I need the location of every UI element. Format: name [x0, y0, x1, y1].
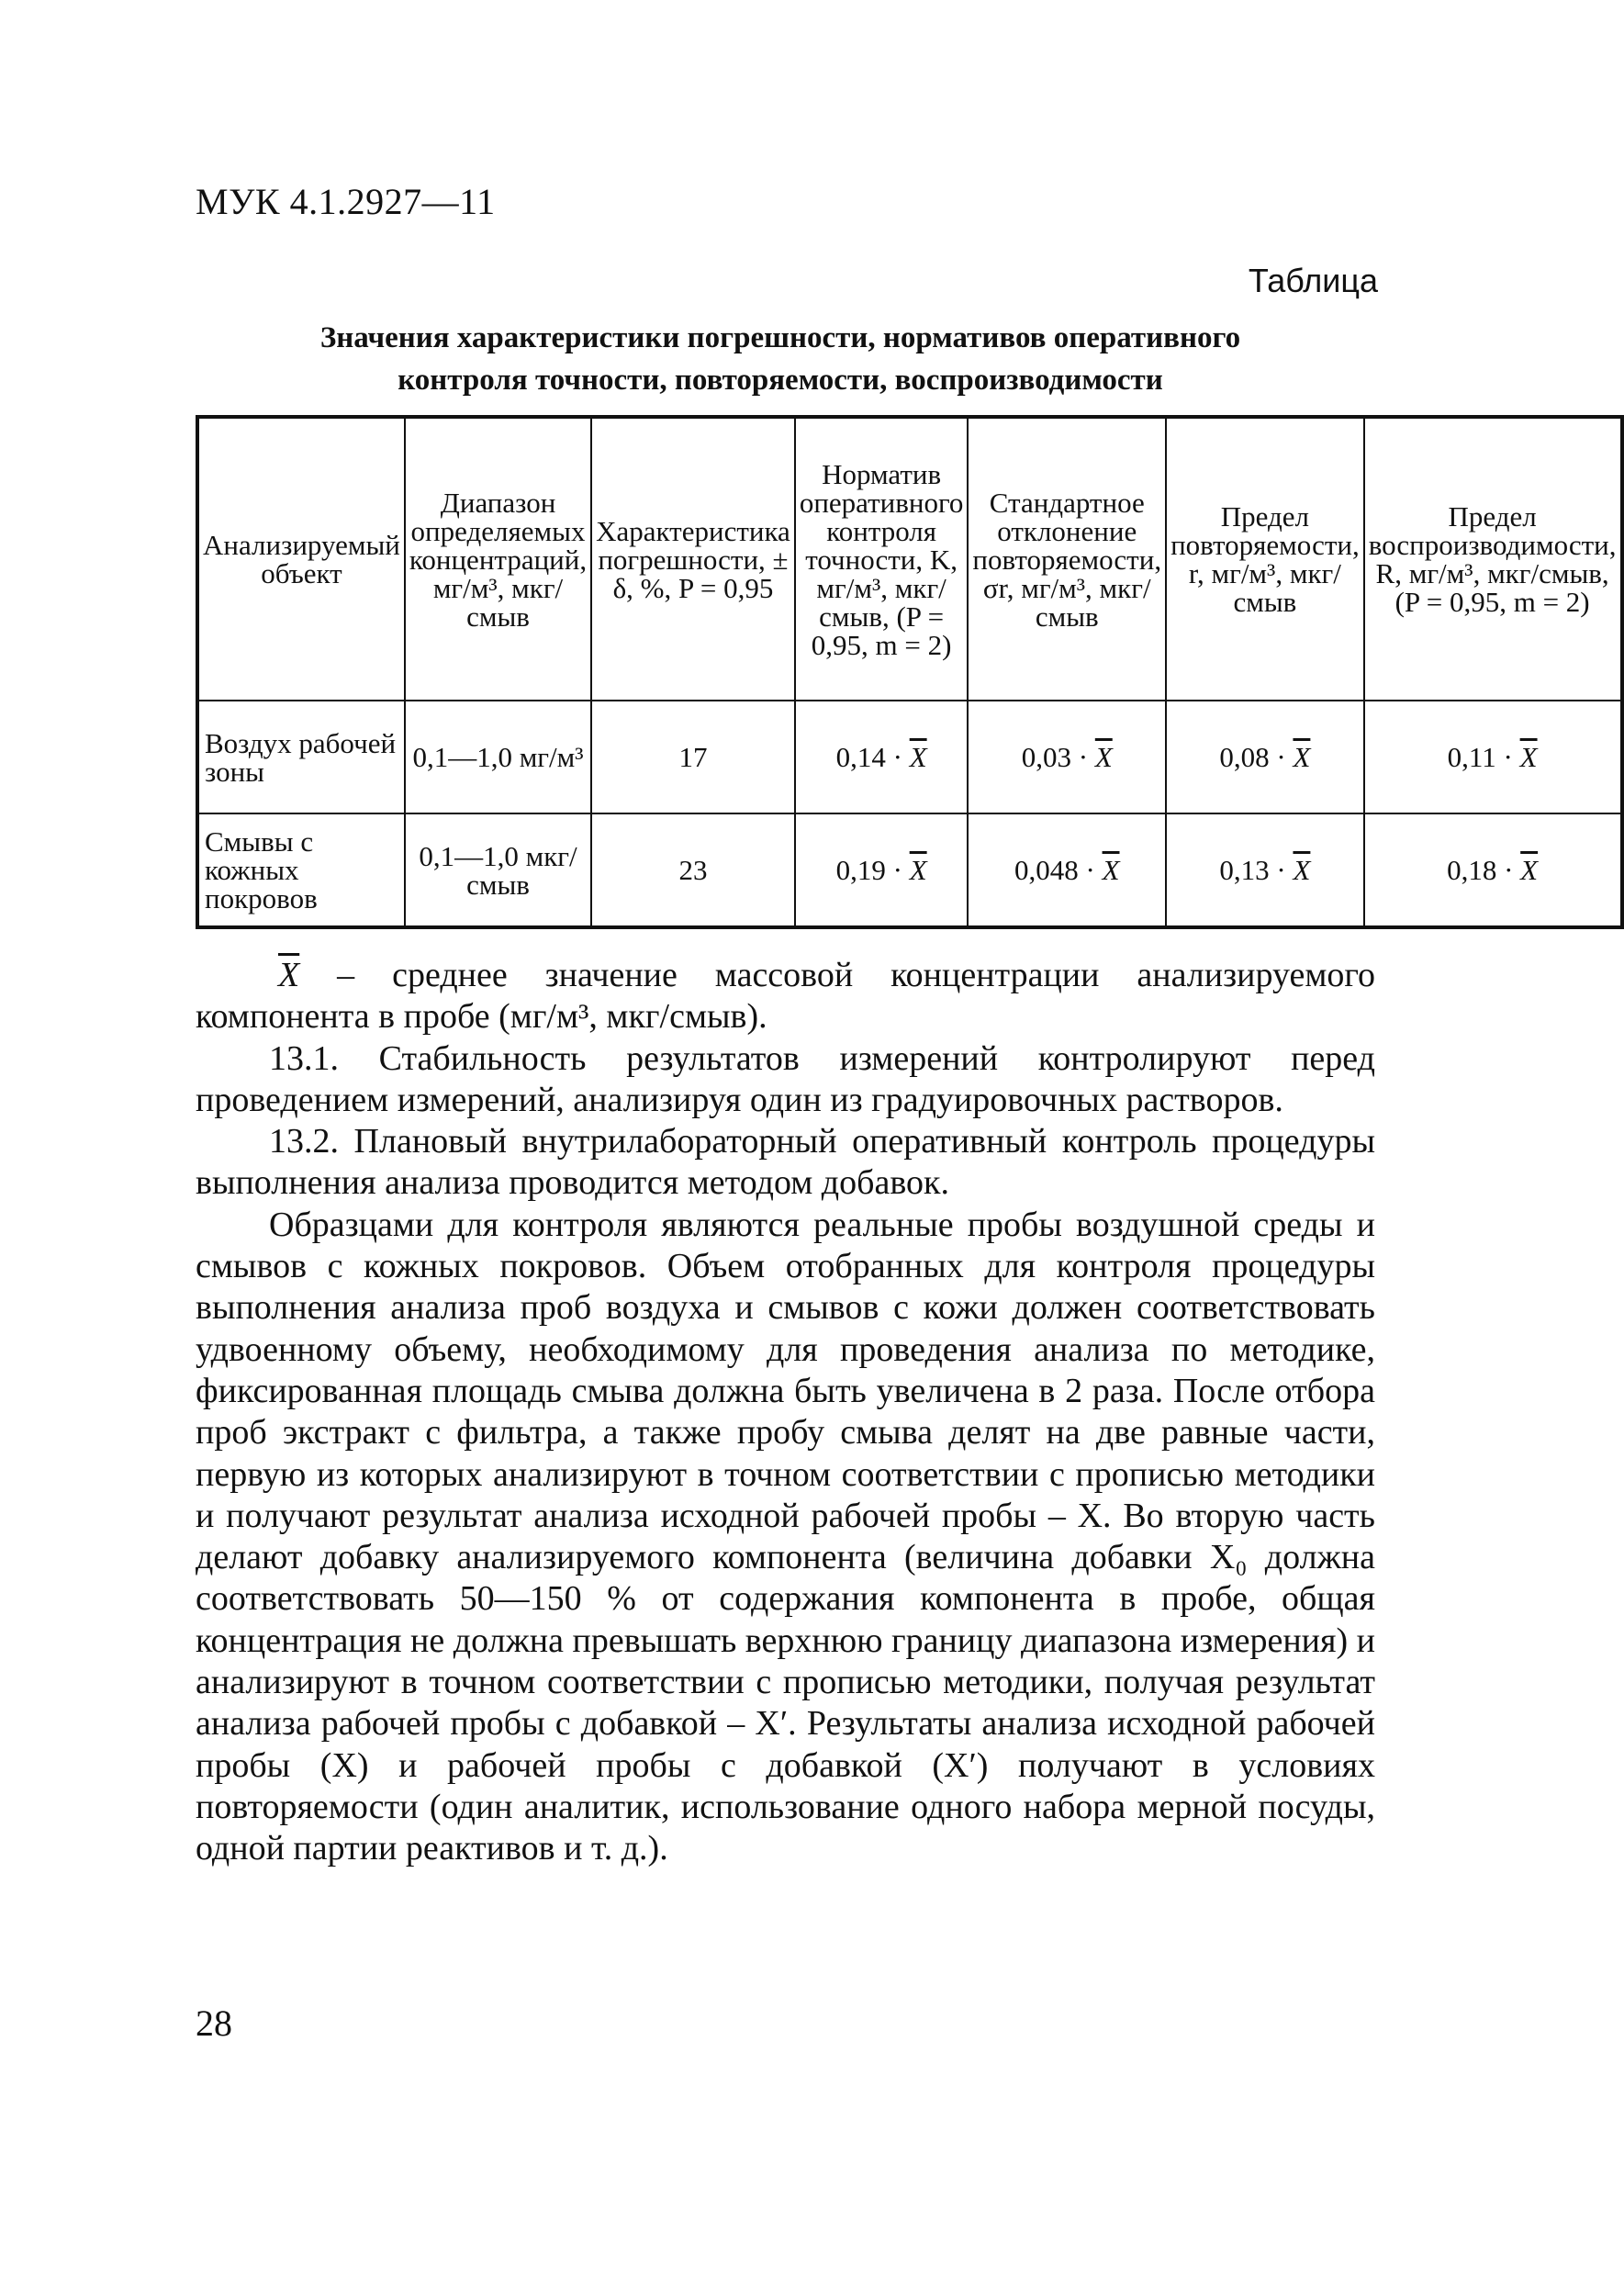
cell-R: $0,11 \cdot \overline{X}$: [1364, 701, 1622, 813]
cell-object: Воздух рабочей зоны: [197, 701, 405, 813]
cell-r: $0,13 \cdot \overline{X}$: [1166, 813, 1364, 927]
cell-error: 17: [591, 701, 795, 813]
cell-range: 0,1—1,0 мг/м³: [405, 701, 591, 813]
paragraph-13-1: 13.1. Стабильность результатов измерений контролируют перед проведением измерений, анализируя один из градуировочных растворов.: [196, 1038, 1375, 1119]
table-header-row: [197, 417, 1622, 701]
column-header-object: Анализируемый объект: [197, 417, 405, 701]
paragraph-13-2: 13.2. Плановый внутрилабораторный оперативный контроль процедуры выполнения анализа проводится методом добавок.: [196, 1122, 1375, 1203]
column-header-R: Предел воспроизводимости, R, мг/м³, мкг/смыв, (P = 0,95, m = 2): [1364, 417, 1622, 701]
xbar-definition-text: – среднее значение массовой концентрации анализируемого компонента в пробе (мг/м³, мкг/смыв).: [196, 956, 1375, 1037]
cell-sigma: $0,048 \cdot \overline{X}$: [968, 813, 1166, 927]
table-title: [230, 317, 1331, 401]
table-label: Таблица: [1248, 262, 1378, 299]
table-row: [197, 813, 1622, 927]
table-title-line-1: Значения характеристики погрешности, нормативов оперативного: [319, 321, 1241, 354]
body-text: [196, 955, 1375, 1870]
column-header-range: Диапазон определяемых концентраций, мг/м³, мкг/смыв: [405, 417, 591, 701]
page-number: 28: [196, 2002, 232, 2044]
paragraph-samples: Образцами для контроля являются реальные пробы воздушной среды и смывов с кожных покровов. Объем отобранных для контроля процедуры выполнения анализа проб воздуха и смывов с кожи должен соответствовать удвоенному объему, необходимому для проведения анализа по методике, фиксированная площадь смыва должна быть увеличена в 2 раза. После отбора проб экстракт с фильтра, а также пробу смыва делят на две равные части, первую из которых анализируют в точном соответствии с прописью методики и получают результат анализа исходной рабочей пробы – X. Во вторую часть делают добавку анализируемого компонента (величина добавки X₀ должна соответствовать 50—150 % от содержания компонента в пробе, общая концентрация не должна превышать верхнюю границу диапазона измерения) и анализируют в точном соответствии с прописью методики, получая результат анализа рабочей пробы с добавкой – X′. Результаты анализа исходной рабочей пробы (X) и рабочей пробы с добавкой (X′) получают в условиях повторяемости (один аналитик, использование одного набора мерной посуды, одной партии реактивов и т. д.).: [196, 1205, 1375, 1868]
cell-k: $0,14 \cdot \overline{X}$: [795, 701, 969, 813]
cell-range: 0,1—1,0 мкг/смыв: [405, 813, 591, 927]
cell-k: $0,19 \cdot \overline{X}$: [795, 813, 969, 927]
document-code: МУК 4.1.2927—11: [196, 181, 496, 222]
column-header-sigma: Стандартное отклонение повторяемости, σr, мг/м³, мкг/смыв: [968, 417, 1166, 701]
column-header-r: Предел повторяемости, r, мг/м³, мкг/смыв: [1166, 417, 1364, 701]
cell-R: $0,18 \cdot \overline{X}$: [1364, 813, 1622, 927]
table-row: [197, 701, 1622, 813]
column-header-k: Норматив оперативного контроля точности, K, мг/м³, мкг/смыв, (P = 0,95, m = 2): [795, 417, 969, 701]
xbar-definition: [196, 955, 1375, 1038]
xbar-symbol: $\overline{X}$: [278, 956, 300, 994]
cell-error: 23: [591, 813, 795, 927]
table-title-line-2: контроля точности, повторяемости, воспроизводимости: [398, 364, 1163, 397]
column-header-error: Характеристика погрешности, ± δ, %, P = 0,95: [591, 417, 795, 701]
cell-sigma: $0,03 \cdot \overline{X}$: [968, 701, 1166, 813]
characteristics-table: [196, 415, 1624, 929]
cell-r: $0,08 \cdot \overline{X}$: [1166, 701, 1364, 813]
cell-object: Смывы с кожных покровов: [197, 813, 405, 927]
